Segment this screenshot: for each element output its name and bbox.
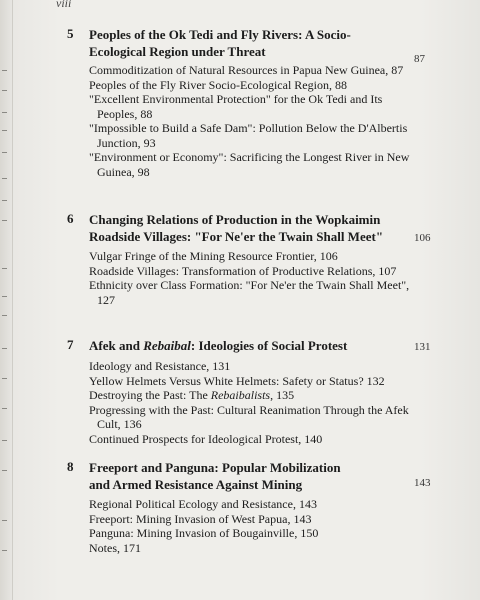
chapter-title-line: and Armed Resistance Against Mining <box>89 477 303 492</box>
section-entry: Roadside Villages: Transformation of Productive Relations, 107 <box>89 263 397 278</box>
section-entry: "Environment or Economy": Sacrificing the Longest River in New Guinea, 98 <box>89 150 410 179</box>
edge-mark <box>2 200 7 201</box>
chapter-title <box>89 211 389 245</box>
chapter-page: 87 <box>414 53 425 65</box>
edge-mark <box>2 440 7 441</box>
edge-mark <box>2 152 7 153</box>
section-entry: Vulgar Fringe of the Mining Resource Frontier, 106 <box>89 249 338 263</box>
section-entry: Yellow Helmets Versus White Helmets: Safety or Status? 132 <box>89 373 385 388</box>
section-entry: Regional Political Ecology and Resistance, 143 <box>89 497 317 511</box>
edge-mark <box>2 520 7 521</box>
section-entry: Ethnicity over Class Formation: "For Ne'er the Twain Shall Meet", 127 <box>89 278 410 307</box>
section-list <box>89 249 419 307</box>
edge-mark <box>2 550 7 551</box>
edge-mark <box>2 470 7 471</box>
section-entry: Freeport: Mining Invasion of West Papua, 143 <box>89 511 312 526</box>
edge-mark <box>2 268 7 269</box>
chapter-title <box>89 337 389 354</box>
chapter-title-line: Changing Relations of Production in the Wopkaimin <box>89 212 381 227</box>
edge-mark <box>2 220 7 221</box>
chapter-page: 106 <box>414 232 431 244</box>
page-number: viii <box>56 0 72 10</box>
section-entry: Panguna: Mining Invasion of Bougainville, 150 <box>89 526 319 540</box>
edge-mark <box>2 70 7 71</box>
edge-mark <box>2 178 7 179</box>
chapter-title <box>89 459 389 493</box>
chapter-number: 7 <box>67 337 74 352</box>
chapter-title-part: Afek and Rebaibal: Ideologies of Social Protest <box>89 338 348 353</box>
edge-mark <box>2 296 7 297</box>
edge-mark <box>2 315 7 316</box>
edge-mark <box>2 348 7 349</box>
section-entry: "Impossible to Build a Safe Dam": Pollution Below the D'Albertis Junction, 93 <box>89 121 408 150</box>
chapter-number: 5 <box>67 26 74 41</box>
section-entry: Commoditization of Natural Resources in Papua New Guinea, 87 <box>89 63 404 77</box>
edge-mark <box>2 90 7 91</box>
italic-term: Rebaibalists <box>210 388 271 402</box>
section-list <box>89 497 419 555</box>
section-entry: Destroying the Past: The Rebaibalists, 135 <box>89 388 295 402</box>
chapter-title-line <box>89 337 389 354</box>
edge-mark <box>2 378 7 379</box>
facing-page-edge <box>0 0 13 600</box>
chapter-number: 6 <box>67 211 74 226</box>
chapter-number: 8 <box>67 459 74 474</box>
section-list <box>89 359 419 446</box>
section-entry: Progressing with the Past: Cultural Reanimation Through the Afek Cult, 136 <box>89 402 409 431</box>
chapter-title-line: Peoples of the Ok Tedi and Fly Rivers: A Socio- <box>89 27 351 42</box>
chapter-page: 143 <box>414 477 431 489</box>
edge-mark <box>2 112 7 113</box>
chapter-title-line: Roadside Villages: "For Ne'er the Twain Shall Meet" <box>89 229 384 244</box>
section-list <box>89 63 419 179</box>
italic-term: Rebaibal <box>143 338 191 353</box>
chapter-title-line: Freeport and Panguna: Popular Mobilization <box>89 460 341 475</box>
section-entry: Ideology and Resistance, 131 <box>89 359 231 373</box>
section-entry: Peoples of the Fly River Socio-Ecological Region, 88 <box>89 77 347 92</box>
section-entry: Continued Prospects for Ideological Protest, 140 <box>89 431 323 446</box>
section-entry: Notes, 171 <box>89 540 141 555</box>
chapter-title-line: Ecological Region under Threat <box>89 44 266 59</box>
edge-mark <box>2 130 7 131</box>
chapter-page: 131 <box>414 341 431 353</box>
chapter-title <box>89 26 389 60</box>
edge-mark <box>2 408 7 409</box>
section-entry: "Excellent Environmental Protection" for the Ok Tedi and Its Peoples, 88 <box>89 92 383 121</box>
